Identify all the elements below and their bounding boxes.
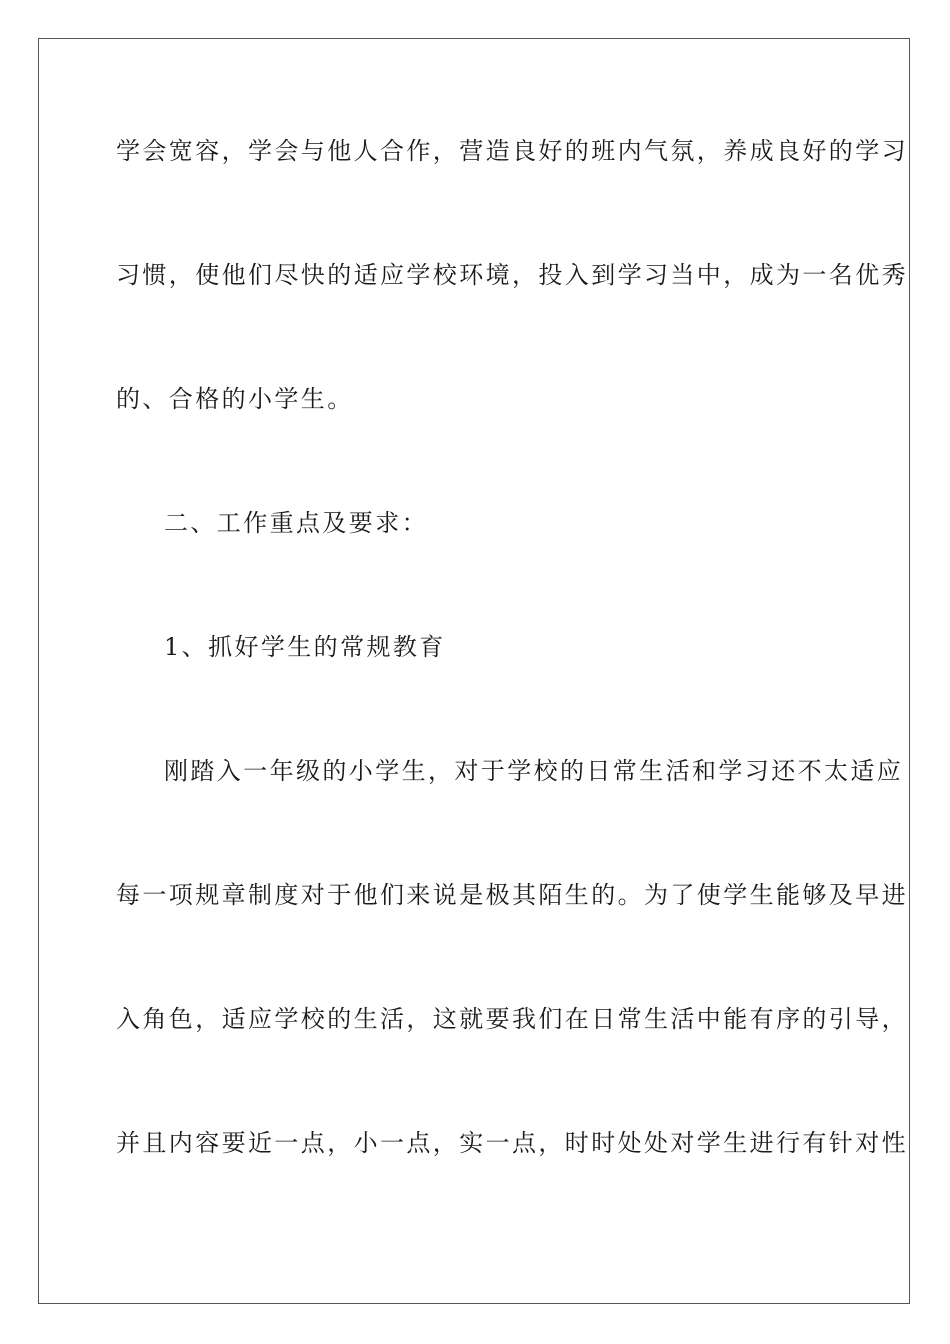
body-text-line: 每一项规章制度对于他们来说是极其陌生的。为了使学生能够及早进: [116, 881, 908, 909]
page-border: [38, 38, 910, 1304]
body-text-line: 习惯，使他们尽快的适应学校环境，投入到学习当中，成为一名优秀: [116, 261, 908, 289]
body-text-line: 的、合格的小学生。: [116, 385, 354, 413]
body-text-line: 学会宽容，学会与他人合作，营造良好的班内气氛，养成良好的学习: [116, 137, 908, 165]
body-text-line: 刚踏入一年级的小学生，对于学校的日常生活和学习还不太适应: [164, 757, 904, 785]
body-text-line: 入角色，适应学校的生活，这就要我们在日常生活中能有序的引导，: [116, 1005, 908, 1033]
body-text-line: 并且内容要近一点，小一点，实一点，时时处处对学生进行有针对性: [116, 1129, 908, 1157]
subsection-heading: 1、抓好学生的常规教育: [164, 633, 446, 661]
section-heading: 二、工作重点及要求：: [164, 509, 428, 537]
